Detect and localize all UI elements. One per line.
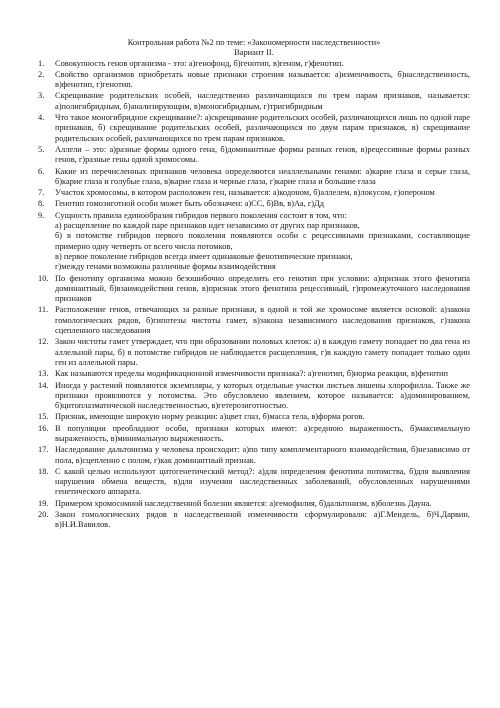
question-number: 20. [38, 510, 49, 520]
variant-label: Вариант II. [234, 48, 274, 58]
question-text [55, 381, 470, 412]
question-line: Что такое моногибридное скрещивание?: а)скрещивание родительских особей, различающихся лишь по одной паре признаков, б) скрещивание родительских особей, различающихся по двум парам признаков, в) скрещивание родительских особей, различающихся по трем парам признаков. [55, 113, 470, 143]
question-text [55, 188, 470, 198]
question-number: 6. [38, 166, 45, 176]
question-number: 5. [38, 144, 45, 154]
question-text [55, 510, 470, 531]
question-item [38, 337, 470, 368]
question-item [38, 305, 470, 336]
question-item [38, 445, 470, 466]
question-item [38, 510, 470, 531]
question-line: Генотип гомозиготной особи может быть обозначен: а)СС, б)Вв, в)Аа, г)Дд [55, 199, 325, 209]
question-item [38, 412, 470, 422]
question-line: Расположение генов, отвечающих за разные признаки, в одной и той же хромосоме является основой: а)закона гомологических рядов, б)гипотезы чистоты гамет, в)закона независимого наследования признаков, г)закона сцепленного наследования [55, 305, 470, 336]
question-item [38, 467, 470, 498]
question-text [55, 70, 470, 91]
question-line: Закон чистоты гамет утверждает, что при образовании половых клеток: а) в каждую гамету попадает по два гена из аллельной пары, б) в потомстве гибридов не наблюдается расщепления, г)в каждую гамету попадает только один ген из аллельной пары. [55, 337, 470, 367]
question-number: 9. [38, 210, 45, 220]
question-text [55, 113, 470, 144]
question-line: в) первое поколение гибридов всегда имеет одинаковые фенотипические признаки, [55, 251, 353, 261]
question-number: 1. [38, 58, 45, 68]
question-line: По фенотипу организма можно безошибочно определить его генотип при условии: а)признак этого фенотипа доминантный, б)взаимодействия генов, в)признак этого фенотипа рецессивный, г)промежуточного наследования признаков [55, 273, 470, 304]
question-line: Свойство организмов приобретать новые признаки строения называется: а)изменчивость, б)наследственность, в)фенотип, г)генотип. [55, 69, 470, 90]
question-number: 17. [38, 445, 49, 455]
question-number: 15. [38, 412, 49, 422]
question-item [38, 188, 470, 198]
document-title: Контрольная работа №2 по теме: «Закономерности наследственности» [127, 38, 381, 47]
question-line: Признак, имеющие широкую норму реакции: а)цвет глаз, б)масса тела, в)форма рогов. [55, 412, 365, 422]
question-number: 8. [38, 199, 45, 209]
question-text [55, 337, 470, 368]
question-number: 18. [38, 466, 49, 476]
question-item [38, 274, 470, 305]
question-item [38, 145, 470, 166]
question-text [55, 59, 470, 69]
question-line: Как называются пределы модификационной изменчивости признака?: а)генотип, б)норма реакции, в)фенотип [55, 369, 449, 379]
question-text [55, 199, 470, 209]
question-item [38, 167, 470, 188]
question-number: 13. [38, 369, 49, 379]
question-text [55, 445, 470, 466]
question-number: 11. [38, 305, 49, 315]
question-item [38, 499, 470, 509]
question-line: Участок хромосомы, в котором расположен ген, называется: а)кодоном, б)аллелем, в)локусом, г)опероном [55, 188, 435, 198]
question-item [38, 59, 470, 69]
question-item [38, 381, 470, 412]
question-line: Наследование дальтонизма у человека происходит: а)по типу комплементарного взаимодействия, б)независимо от пола, в)сцепленно с полом, г)как доминантный признак. [55, 445, 470, 465]
question-number: 19. [38, 498, 49, 508]
question-list [38, 59, 470, 531]
question-line: Скрещивание родительских особей, наследственно различающихся по трем парам признаков, называется: а)полигибридным, б)анализирующим, в)моногибридным, г)тригибридным [55, 91, 470, 111]
question-text [55, 211, 470, 273]
question-number: 2. [38, 69, 45, 79]
question-number: 3. [38, 91, 45, 101]
question-line: Аллели – это: а)разные формы одного гена, б)доминантные формы разных генов, в)рецессивные формы разных генов, г)разные гены одной хромосомы. [55, 144, 470, 165]
question-line: г)между генами возможны различные формы взаимодействия [55, 262, 276, 272]
question-number: 7. [38, 188, 45, 198]
question-number: 4. [38, 113, 45, 123]
question-text [55, 145, 470, 166]
question-line: Какие из перечисленных признаков человека определяются неаллельными генами: а)карие глаза и серые глаза, б)карие глаза и голубые глаза, в)карие глаза и черные глаза, г)карие глаза и большие глаза [55, 166, 470, 186]
question-text [55, 369, 470, 379]
question-line: Закон гомологических рядов в наследственной изменчивости сформулировали: а)Г.Мендель, б)Ч.Дарвин, в)Н.И.Вавилов. [55, 510, 470, 530]
question-line: б) в потомстве гибридов первого поколения появляются особи с рецессивными признаками, составляющие примерно одну четверть от всего числа потомков, [55, 231, 470, 251]
question-item [38, 369, 470, 379]
question-text [55, 499, 470, 509]
question-item [38, 70, 470, 91]
question-item [38, 113, 470, 144]
question-item [38, 424, 470, 445]
question-line: Совокупность генов организма - это: а)генофонд, б)генотип, в)геном, г)фенотип. [55, 58, 344, 68]
question-item [38, 211, 470, 273]
question-line: Сущность правила единообразия гибридов первого поколения состоит в том, что: [55, 210, 347, 220]
question-number: 12. [38, 337, 49, 347]
question-line: а) расщепление по каждой паре признаков идет независимо от других пар признаков, [55, 221, 360, 231]
question-line: Иногда у растений появляются экземпляры, у которых отдельные участки листьев лишены хлорофилла. Также же признаки проявляются у потомства. Это обусловлено явлением, которое называется: а)доминированием, б)цитоплазматической наследственностью, в)гетерозиготностью. [55, 380, 470, 411]
question-number: 14. [38, 380, 49, 390]
question-item [38, 199, 470, 209]
question-number: 10. [38, 273, 49, 283]
question-text [55, 91, 470, 112]
question-text [55, 274, 470, 305]
question-text [55, 424, 470, 445]
question-item [38, 91, 470, 112]
question-line: С какой целью используют цитогенетический метод?: а)для определения фенотипа потомства, б)для выявления нарушения обмена веществ, в)для изучения наследственных заболеваний, обусловленных нарушениями генетического аппарата. [55, 466, 470, 497]
question-line: В популяции преобладают особи, признаки которых имеют: а)среднюю выраженность, б)максимальную выраженность, в)минимальную выраженность. [55, 423, 470, 443]
question-line: Примером хромосомной наследственной болезни является: а)гемофилия, б)дальтонизм, в)болезнь Дауна. [55, 498, 432, 508]
question-text [55, 467, 470, 498]
question-text [55, 167, 470, 188]
question-text [55, 412, 470, 422]
question-number: 16. [38, 423, 49, 433]
question-text [55, 305, 470, 336]
